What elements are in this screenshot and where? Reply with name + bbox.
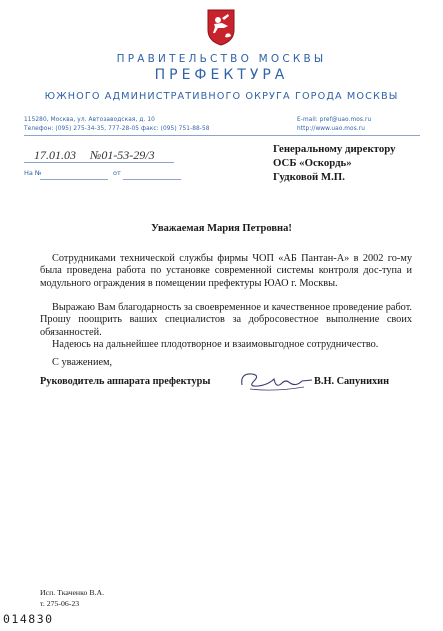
executor-phone: т. 275-06-23 xyxy=(40,599,80,608)
postal-address: 115280, Москва, ул. Автозаводская, д. 10 xyxy=(24,117,155,123)
reply-date-label: от xyxy=(113,169,121,177)
handwritten-date: 17.01.03 xyxy=(34,148,76,162)
addressee-position: Генеральному директору xyxy=(273,143,396,155)
form-serial-number: 014830 xyxy=(3,612,54,626)
signer-position: Руководитель аппарата префектуры xyxy=(40,376,211,387)
signer-name: В.Н. Сапунихин xyxy=(314,376,390,387)
email-address: E-mail: pref@uao.mos.ru xyxy=(297,117,372,123)
addressee-organization: ОСБ «Оскордь» xyxy=(273,157,352,169)
addressee-name: Гудковой М.П. xyxy=(273,171,345,183)
handwritten-number: №01-53-29/3 xyxy=(90,148,155,162)
government-title: ПРАВИТЕЛЬСТВО МОСКВЫ xyxy=(116,53,327,65)
letter-paragraph-1: Сотрудниками технической службы фирмы ЧОП «АБ Пантан-А» в 2002 го-му была проведена работа по установке современной системы контроля дос-тупа и модульного ограждения в помещении префектуры ЮАО г. Москвы. xyxy=(40,253,412,289)
moscow-coat-of-arms-icon xyxy=(206,8,236,46)
phone-fax-line: Телефон: (095) 275-34-35, 777-28-05 факс: (095) 751-88-58 xyxy=(24,126,210,132)
district-title: ЮЖНОГО АДМИНИСТРАТИВНОГО ОКРУГА ГОРОДА МОСКВЫ xyxy=(44,91,399,102)
reference-line xyxy=(24,162,174,163)
letter-greeting: Уважаемая Мария Петровна! xyxy=(151,223,292,234)
reply-date-line xyxy=(123,179,181,180)
letter-closing: С уважением, xyxy=(52,357,113,368)
handwritten-signature xyxy=(238,365,318,395)
executor-name: Исп. Ткаченко В.А. xyxy=(40,588,105,597)
reply-to-label: На № xyxy=(24,169,42,177)
header-divider xyxy=(24,135,420,136)
letter-paragraph-2: Выражаю Вам благодарность за своевременное и качественное проведение работ. Прошу поощрить ваших специалистов за добросовестное выполнение своих обязанностей. xyxy=(40,302,412,338)
letter-paragraph-3: Надеюсь на дальнейшее плодотворное и взаимовыгодное сотрудничество. xyxy=(52,339,379,350)
reply-to-line xyxy=(40,179,108,180)
prefecture-title: ПРЕФЕКТУРА xyxy=(154,67,289,83)
website-url: http://www.uao.mos.ru xyxy=(297,126,366,132)
